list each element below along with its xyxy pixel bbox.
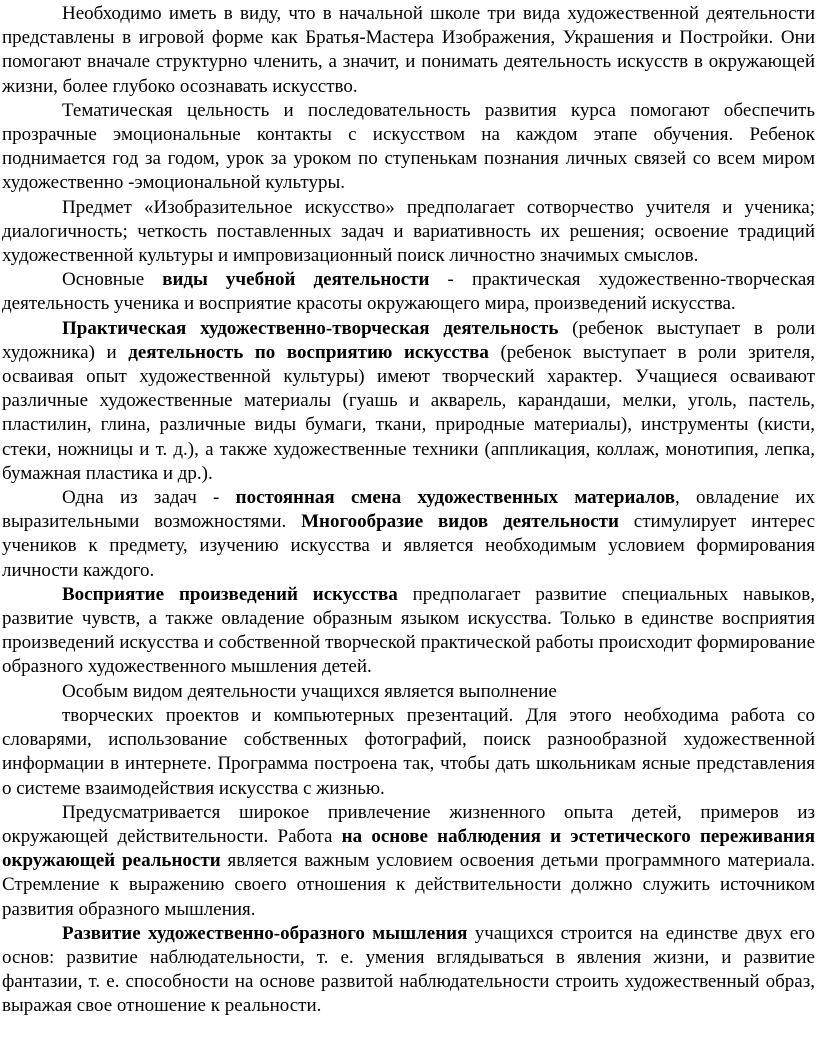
text-run: предполагает развитие специальных навыков, развитие чувств, а также овладение образным языком искусства. Только в единстве восприятия произведений искусства и собственной творческой практической работы происходит формирование образного художественного мышления детей.: [2, 583, 816, 678]
text-run: учащихся строится на единстве двух его основ: развитие наблюдательности, т. е. умения вглядываться в явления жизни, и развитие фантазии, т. е. способности на основе развитой наблюдательности строить художественный образ, выражая свое отношение к реальности.: [2, 922, 815, 1017]
bold-text: на основе наблюдения и эстетического переживания окружающей реальности: [2, 825, 815, 872]
text-run: (ребенок выступает в роли художника) и: [2, 317, 815, 363]
paragraph: [2, 317, 815, 486]
text-run: Основные: [62, 269, 163, 291]
text-run: (ребенок выступает в роли зрителя, осваивая опыт художественной культуры) имеют творческий характер. Учащиеся осваивают различные художественные материалы (гуашь и акварель, карандаши, мелки, уголь, пастель, пластилин, глина, различные виды бумаги, ткани, природные материалы), инструменты (кисти, стеки, ножницы и т. д.), а также художественные техники (аппликация, коллаж, монотипия, лепка, бумажная пластика и др.).: [2, 341, 815, 484]
text-run: - практическая художественно-творческая деятельность ученика и восприятие красоты окружающего мира, произведений искусства.: [2, 269, 815, 315]
bold-text: постоянная смена художественных материалов: [235, 487, 676, 509]
bold-text: Восприятие произведений искусства: [62, 583, 398, 605]
paragraph: [2, 922, 815, 1019]
paragraph: [2, 99, 815, 196]
paragraph: [2, 680, 815, 704]
paragraph: [2, 801, 815, 922]
paragraph: [2, 196, 815, 269]
bold-text: виды учебной деятельности: [162, 269, 430, 291]
text-run: Предусматривается широкое привлечение жизненного опыта детей, примеров из окружающей действительности. Работа: [2, 801, 815, 847]
text-run: является важным условием освоения детьми программного материала. Стремление к выражению своего отношения к действительности должно служить источником развития образного мышления.: [2, 850, 816, 920]
text-run: творческих проектов и компьютерных презентаций. Для этого необходима работа со словарями, использование собственных фотографий, поиск разнообразной художественной информации в интернете. Программа построена так, чтобы дать школьникам ясные представления о системе взаимодействия искусства с жизнью.: [2, 704, 815, 799]
text-run: , овладение их выразительными возможностями.: [2, 487, 815, 533]
bold-text: деятельность по восприятию искусства: [128, 341, 489, 363]
bold-text: Развитие художественно-образного мышления: [62, 922, 468, 944]
text-run: Особым видом деятельности учащихся является выполнение: [62, 680, 557, 702]
paragraph: [2, 2, 815, 99]
text-run: Предмет «Изобразительное искусство» предполагает сотворчество учителя и ученика; диалогичность; четкость поставленных задач и вариативность их решения; освоение традиций художественной культуры и импровизационный поиск личностно значимых смыслов.: [2, 196, 815, 267]
paragraph: [2, 704, 815, 801]
text-run: Одна из задач -: [62, 487, 236, 509]
paragraph: [2, 486, 815, 583]
paragraph: [2, 583, 815, 680]
text-run: стимулирует интерес учеников к предмету, изучению искусства и является необходимым условием формирования личности каждого.: [2, 511, 816, 581]
bold-text: Практическая художественно-творческая деятельность: [62, 317, 559, 339]
text-run: Тематическая цельность и последовательность развития курса помогают обеспечить прозрачные эмоциональные контакты с искусством на каждом этапе обучения. Ребенок поднимается год за годом, урок за уроком по ступенькам познания личных связей со всем миром художественно -эмоциональной культуры.: [2, 99, 815, 194]
bold-text: Многообразие видов деятельности: [301, 511, 619, 533]
paragraph: [2, 268, 815, 316]
text-run: Необходимо иметь в виду, что в начальной школе три вида художественной деятельности представлены в игровой форме как Братья-Мастера Изображения, Украшения и Постройки. Они помогают вначале структурно членить, а значит, и понимать деятельность искусств в окружающей жизни, более глубоко осознавать искусство.: [2, 3, 815, 97]
